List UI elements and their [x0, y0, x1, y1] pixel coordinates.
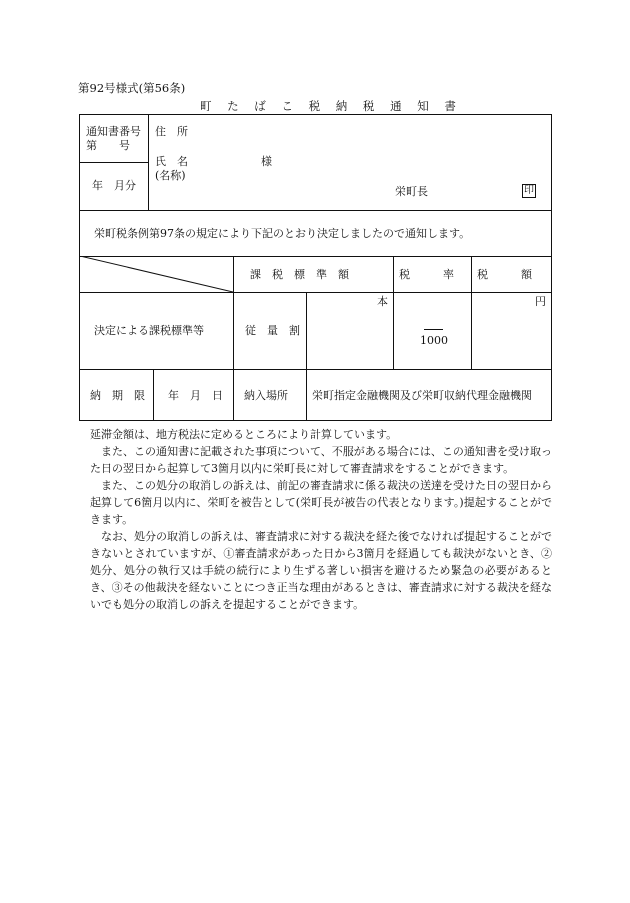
- issuer-name: 栄町長: [395, 185, 428, 198]
- company-name-label: (名称): [155, 169, 186, 182]
- honorific: 様: [261, 155, 272, 168]
- row-divider-tax: [80, 369, 551, 370]
- decision-statement: 栄町税条例第97条の規定により下記のとおり決定しましたので通知します。: [94, 227, 471, 240]
- method-label: 従 量 割: [245, 324, 300, 337]
- unit-count: 本: [377, 295, 388, 308]
- address-label: 住 所: [155, 125, 188, 138]
- row-divider-header: [80, 210, 551, 211]
- name-label: 氏 名: [155, 155, 188, 168]
- note-paragraph: 延滞金額は、地方税法に定めるところにより計算しています。: [90, 428, 398, 441]
- col-divider-due: [153, 369, 154, 420]
- col-divider-header-left: [148, 115, 149, 210]
- document-title: 町 た ば こ 税 納 税 通 知 書: [200, 99, 457, 113]
- due-date-label: 納 期 限: [90, 389, 145, 402]
- payment-place-label: 納入場所: [244, 389, 288, 402]
- col-tax-amount: 税 額: [477, 268, 532, 281]
- payment-place-value: 栄町指定金融機関及び栄町収納代理金融機関: [312, 389, 532, 402]
- number-label: 第 号: [86, 139, 130, 152]
- unit-yen: 円: [535, 295, 546, 308]
- notice-number-label: 通知書番号: [86, 125, 141, 138]
- col-divider-b: [306, 292, 307, 420]
- divider-left-number: [80, 162, 148, 163]
- year-period-label: 年 月分: [92, 179, 136, 192]
- seal-mark: 印: [524, 185, 534, 196]
- col-divider-a: [233, 256, 234, 420]
- due-date-value: 年 月 日: [168, 389, 223, 402]
- col-divider-c: [393, 256, 394, 369]
- rate-denominator: 1000: [420, 334, 448, 347]
- note-paragraph: なお、処分の取消しの訴えは、審査請求に対する裁決を経た後でなければ提起することができないとされていますが、①審査請求があった日から3箇月を経過しても裁決がないとき、②処分、処分の執行又は手続の続行により生ずる著しい損害を避けるため緊急の必要があるとき、③その他裁決を経ないことにつき正当な理由があるときは、審査請求に対する裁決を経ないでも処分の取消しの訴えを提起することができます。: [90, 530, 552, 611]
- diagonal-corner-line: [80, 256, 233, 293]
- note-paragraph: また、この処分の取消しの訴えは、前記の審査請求に係る裁決の送達を受けた日の翌日から起算して6箇月以内に、栄町を被告として(栄町長が被告の代表となります。)提起することができます。: [90, 479, 552, 526]
- note-paragraph: また、この通知書に記載された事項について、不服がある場合には、この通知書を受け取った日の翌日から起算して3箇月以内に栄町長に対して審査請求をすることができます。: [90, 445, 552, 475]
- form-number: 第92号様式(第56条): [78, 81, 186, 95]
- row-label-tax-standard: 決定による課税標準等: [94, 324, 204, 337]
- col-rate: 税 率: [399, 268, 454, 281]
- col-divider-d: [471, 256, 472, 369]
- notice-form-table: [79, 114, 552, 421]
- notes-section: [90, 426, 552, 613]
- fraction-bar: [424, 329, 443, 330]
- col-standard-amount: 課 税 標 準 額: [250, 268, 349, 281]
